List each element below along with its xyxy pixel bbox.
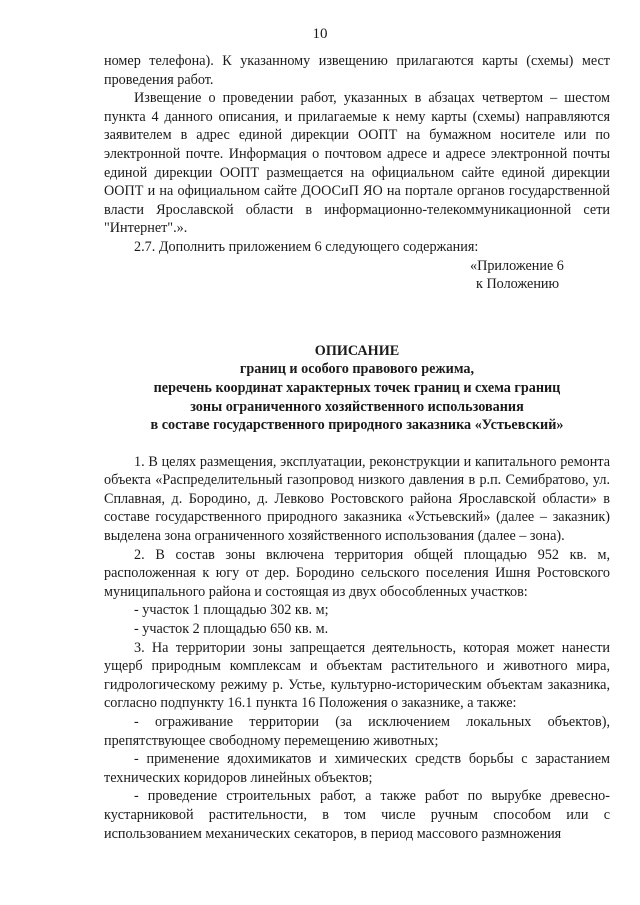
page-number: 10 xyxy=(312,26,328,42)
appendix-line: «Приложение 6 xyxy=(470,257,564,274)
paragraph: 1. В целях размещения, эксплуатации, реконструкции и капитального ремонта объекта «Распределительный газопровод низкого давления в р.п. Семибратово, ул. Сплавная, д. Бородино, д. Левково Ростовского района Ярославской области» в составе государственного природного заказника «Устьевский» (далее – заказник) выделена зона ограниченного хозяйственного использования (далее – зона). xyxy=(104,453,610,545)
heading-line: перечень координат характерных точек границ и схема границ xyxy=(153,379,561,396)
list-item: - участок 2 площадью 650 кв. м. xyxy=(134,621,329,638)
heading-line: зоны ограниченного хозяйственного использования xyxy=(190,398,524,415)
heading-line: в составе государственного природного заказника «Устьевский» xyxy=(150,417,564,434)
paragraph: номер телефона). К указанному извещению прилагаются карты (схемы) мест проведения работ. xyxy=(104,53,610,88)
paragraph: 2. В состав зоны включена территория общей площадью 952 кв. м, расположенная к югу от дер. Бородино сельского поселения Ишня Ростовского муниципального района и состоящая из двух обособленных участков: xyxy=(104,546,610,600)
paragraph: 2.7. Дополнить приложением 6 следующего содержания: xyxy=(134,238,479,255)
appendix-reference xyxy=(470,257,610,294)
paragraph: 3. На территории зоны запрещается деятельность, которая может нанести ущерб природным комплексам и объектам растительного и животного мира, гидрологическому режиму р. Устье, культурно-историческим объектам заказника, согласно подпункту 16.1 пункта 16 Положения о заказнике, а также: xyxy=(104,639,610,712)
document-body xyxy=(104,52,610,843)
list-item: - проведение строительных работ, а также работ по вырубке древесно-кустарниковой растительности, в том числе ручным способом или с использованием механических секаторов, в период массового размножения xyxy=(104,788,610,842)
list-item: - применение ядохимикатов и химических средств борьбы с зарастанием технических коридоров линейных объектов; xyxy=(104,751,610,786)
paragraph: Извещение о проведении работ, указанных в абзацах четвертом – шестом пункта 4 данного описания, и прилагаемые к нему карты (схемы) направляются заявителем в адрес единой дирекции ООПТ на бумажном носителе или по электронной почте. Информация о почтовом адресе и адресе электронной почты единой дирекции ООПТ размещается на официальном сайте единой дирекции ООПТ и на официальном сайте ДООСиП ЯО на портале органов государственной власти Ярославской области в информационно-телекоммуникационной сети "Интернет".». xyxy=(104,90,610,237)
heading-line: границ и особого правового режима, xyxy=(239,361,475,378)
heading-title: ОПИСАНИЕ xyxy=(314,342,400,359)
list-item: - ограживание территории (за исключением локальных объектов), препятствующее свободному перемещению животных; xyxy=(104,714,610,749)
appendix-line: к Положению xyxy=(476,276,560,293)
list-item: - участок 1 площадью 302 кв. м; xyxy=(134,602,329,619)
